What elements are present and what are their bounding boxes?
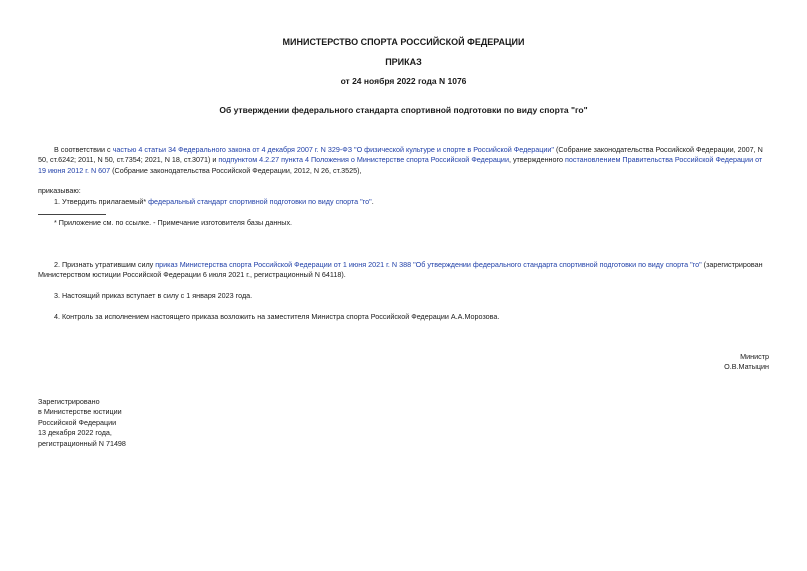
standard-link[interactable]: федеральный стандарт спортивной подготовки по виду спорта "го" [148,197,372,206]
ministry-heading: МИНИСТЕРСТВО СПОРТА РОССИЙСКОЙ ФЕДЕРАЦИИ [282,37,525,47]
signature-name: О.В.Матыцин [724,362,769,372]
registration-line-3: Российской Федерации [38,417,117,427]
registration-line-4: 13 декабря 2022 года, [38,428,112,438]
item-3: 3. Настоящий приказ вступает в силу с 1 января 2023 года. [54,291,253,300]
registration-line-2: в Министерстве юстиции [38,407,122,417]
registration-line-5: регистрационный N 71498 [38,438,126,448]
preamble-text-4: (Собрание законодательства Российской Федерации, 2012, N 26, ст.3525), [110,165,362,175]
item-1-text-1: 1. Утвердить прилагаемый* [54,197,149,206]
law-link[interactable]: частью 4 статьи 34 Федерального закона от 4 декабря 2007 г. N 329-ФЗ "О физической культуре и спорте в Российской Федерации" [112,145,554,154]
signature-block [724,352,769,373]
document-title: Об утверждении федерального стандарта спортивной подготовки по виду спорта "го" [219,105,588,115]
item-2-text-2: (зарегистрирован Министерством юстиции Российской Федерации 6 июля 2021 г., регистрационный N 64118). [38,260,763,280]
footnote: * Приложение см. по ссылке. - Примечание изготовителя базы данных. [54,218,293,227]
item-2-text-1: 2. Признать утратившим силу [54,260,156,269]
item-1 [54,197,754,207]
preamble-paragraph [38,145,772,176]
date-number-heading: от 24 ноября 2022 года N 1076 [340,76,467,86]
signature-position: Министр [740,352,769,361]
footnote-divider [38,214,106,215]
preamble-text-1: В соответствии с [54,145,113,154]
regulation-link[interactable]: подпунктом 4.2.27 пункта 4 Положения о Министерстве спорта Российской Федерации [218,155,509,165]
order-word: приказываю: [38,186,81,195]
item-2 [38,260,772,281]
repealed-order-link[interactable]: приказ Министерства спорта Российской Федерации от 1 июня 2021 г. N 388 "Об утверждении федерального стандарта спортивной подготовки по виду спорта "го" [155,260,702,269]
preamble-text-3: , утвержденного [508,155,565,165]
item-4: 4. Контроль за исполнением настоящего приказа возложить на заместителя Министра спорта Российской Федерации А.А.Морозова. [54,312,500,321]
item-1-text-2: . [371,197,374,206]
registration-block [38,397,126,449]
registration-line-1: Зарегистрировано [38,397,100,406]
preamble-text-2: (Собрание законодательства Российской Федерации, 2007, N 50, ст.6242; 2011, N 50, ст.7354; 2021, N 18, ст.3071) и [38,145,763,165]
doc-type-heading: ПРИКАЗ [385,57,422,67]
resolution-link[interactable]: постановлением Правительства Российской Федерации от 19 июня 2012 г. N 607 [38,155,763,175]
